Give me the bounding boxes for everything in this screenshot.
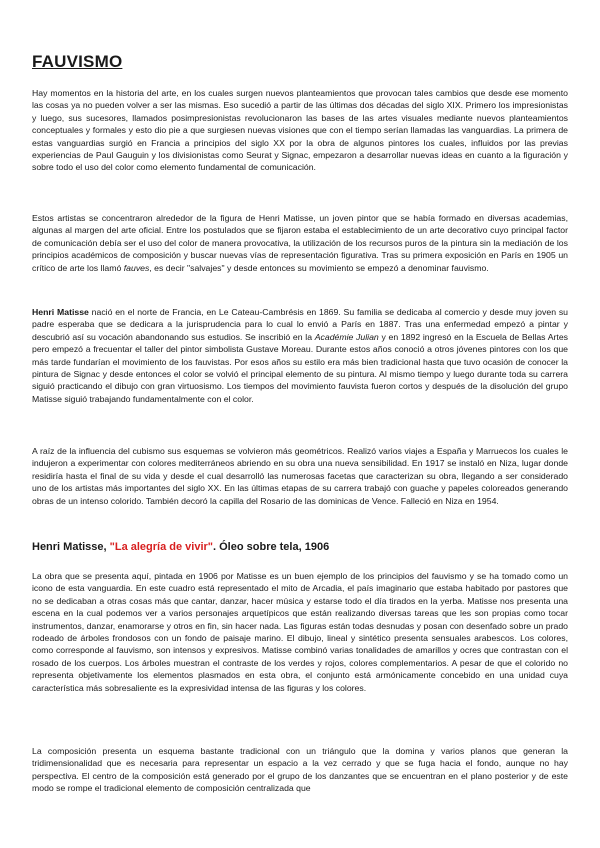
academie-julian: Académie Julian [314, 331, 379, 342]
artwork-heading-details: . Óleo sobre tela, 1906 [213, 541, 330, 553]
paragraph-artwork-description: La obra que se presenta aquí, pintada en 1906 por Matisse es un buen ejemplo de los principios del fauvismo y se ha tomado como un icono de esta vanguardia. En este cuadro está representado el mito de Arcadia, el país imaginario que estaba habitado por pastores que no se dedicaban a otras cosas más que cantar, danzar, hacer música y estarse todo el día tirados en la yerba. Matisse nos presenta una escena en la cual podemos ver a varios personajes arquetípicos que están realizando diversas tareas que les son propias como tocar instrumentos, danzar, enamorarse y otros en fin, sin hacer nada. Las figuras están todas desnudas y posan con desenfado sobre un prado rodeado de árboles frondosos con un fondo de paisaje marino. El dibujo, lineal y sintético presenta sensuales arabescos. Los colores, como corresponde al fauvismo, son intensos y expresivos. Matisse combinó varias tonalidades de amarillos y ocres que contrastan con el rosado de los cuerpos. Los árboles muestran el contraste de los verdes y rojos, colores complementarios. A pesar de que el colorido no representa objetivamente los elementos plasmados en esta obra, el conjunto está armónicamente concebido en una unidad cuya característica más sobresaliente es la expresividad intensa de las figuras y los colores. [32, 571, 568, 693]
artwork-heading-artist: Henri Matisse, [32, 541, 110, 553]
paragraph-matisse-bio [32, 306, 568, 405]
paragraph-later-work: A raíz de la influencia del cubismo sus esquemas se volvieron más geométricos. Realizó varios viajes a España y Marruecos los cuales le indujeron a experimentar con colores mediterráneos abriendo en su obra una nueva sensibilidad. En 1917 se instaló en Niza, lugar donde residiría hasta el final de su vida y desde el cual desarrolló las numerosas facetas que caracterizan su obra, llegando a ser considerado uno de los artistas más importantes del siglo XX. En las últimas etapas de su carrera trabajó con guache y papeles coloreados generando obras de un intenso colorido. También decoró la capilla del Rosario de las dominicas de Vence. Falleció en Niza en 1954. [32, 446, 568, 506]
paragraph-artists [32, 212, 568, 274]
paragraph-intro: Hay momentos en la historia del arte, en los cuales surgen nuevos planteamientos que provocan tales cambios que desde ese momento las cosas ya no pueden volver a ser las mismas. Eso sucedió a partir de las últimas dos décadas del siglo XIX. Primero los impresionistas y luego, sus sucesores, llamados posimpresionistas revolucionaron las bases de las artes visuales mediante nuevos planteamientos conceptuales y formales y esto dio pie a que surgiesen nuevas visiones que con el tiempo serían llamadas las vanguardias. La primera de estas vanguardias surgió en Francia a principios del siglo XX por la obra de algunos pintores los cuales, influidos por las previas experiencias de Paul Gauguin y los divisionistas como Seurat y Signac, empezaron a desarrollar nuevas ideas en cuanto a la figuración y sobre todo el uso del color como elemento fundamental de comunicación. [32, 88, 568, 173]
paragraph-artists-text-b: , es decir "salvajes" y desde entonces su movimiento se empezó a denominar fauvismo. [149, 262, 489, 273]
artwork-title: "La alegría de vivir" [109, 541, 214, 553]
paragraph-bio-text-b: y en 1892 ingresó en la Escuela de Bellas Artes pero empezó a frecuentar el taller del pintor simbolista Gustave Moreau. Durante estos años conoció a otros jóvenes pintores con los que más tarde fundarían el movimiento de los fauvistas. Por esos años su estilo era más bien tradicional hasta que tuvo ocasión de conocer la pintura de Signac y desde entonces el color se volvió el principal elemento de su pintura. Al mismo tiempo y luego durante toda su carrera siguió practicando el dibujo con gran virtuosismo. Los tiempos del movimiento fauvista fueron cortos y después de la disolución del grupo Matisse siguió trabajando fundamentalmente con el color. [32, 331, 569, 404]
artwork-heading [32, 541, 329, 553]
fauves-term: fauves [123, 262, 150, 273]
paragraph-artists-text-a: Estos artistas se concentraron alrededor de la figura de Henri Matisse, un joven pintor que se había formado en diversas academias, algunas al margen del arte oficial. Entre los postulados que se fijaron estaba el establecimiento de un arte decorativo cuyo principal factor de comunicación debía ser el uso del color de manera provocativa, la utilización de los recursos puros de la pintura sin la mediación de los principios académicos de composición y buscar nuevas vías de representación figurativa. Tras su primera exposición en París en 1905 un crítico de arte los llamó [32, 213, 568, 273]
paragraph-bio-text-a: nació en el norte de Francia, en Le Cateau-Cambrésis en 1869. Su familia se dedicaba al comercio y desde muy joven su padre esperaba que se dedicara a la jurisprudencia para lo cual lo envió a París en 1887. Tras una enfermedad empezó a pintar y descubrió así su vocación abandonando sus estudios. Se inscribió en la [32, 307, 568, 342]
paragraph-composition: La composición presenta un esquema bastante tradicional con un triángulo que la domina y varios planos que generan la tridimensionalidad que es necesaria para representar un espacio a la vez cerrado y que se fuga hacia el fondo, aunque no hay perspectiva. El centro de la composición está generado por el grupo de los danzantes que se encuentran en el plano posterior y de este modo se rompe el tradicional elemento de composición centralizada que [32, 746, 568, 794]
document-title: FAUVISMO [32, 52, 123, 71]
matisse-name: Henri Matisse [32, 307, 89, 317]
